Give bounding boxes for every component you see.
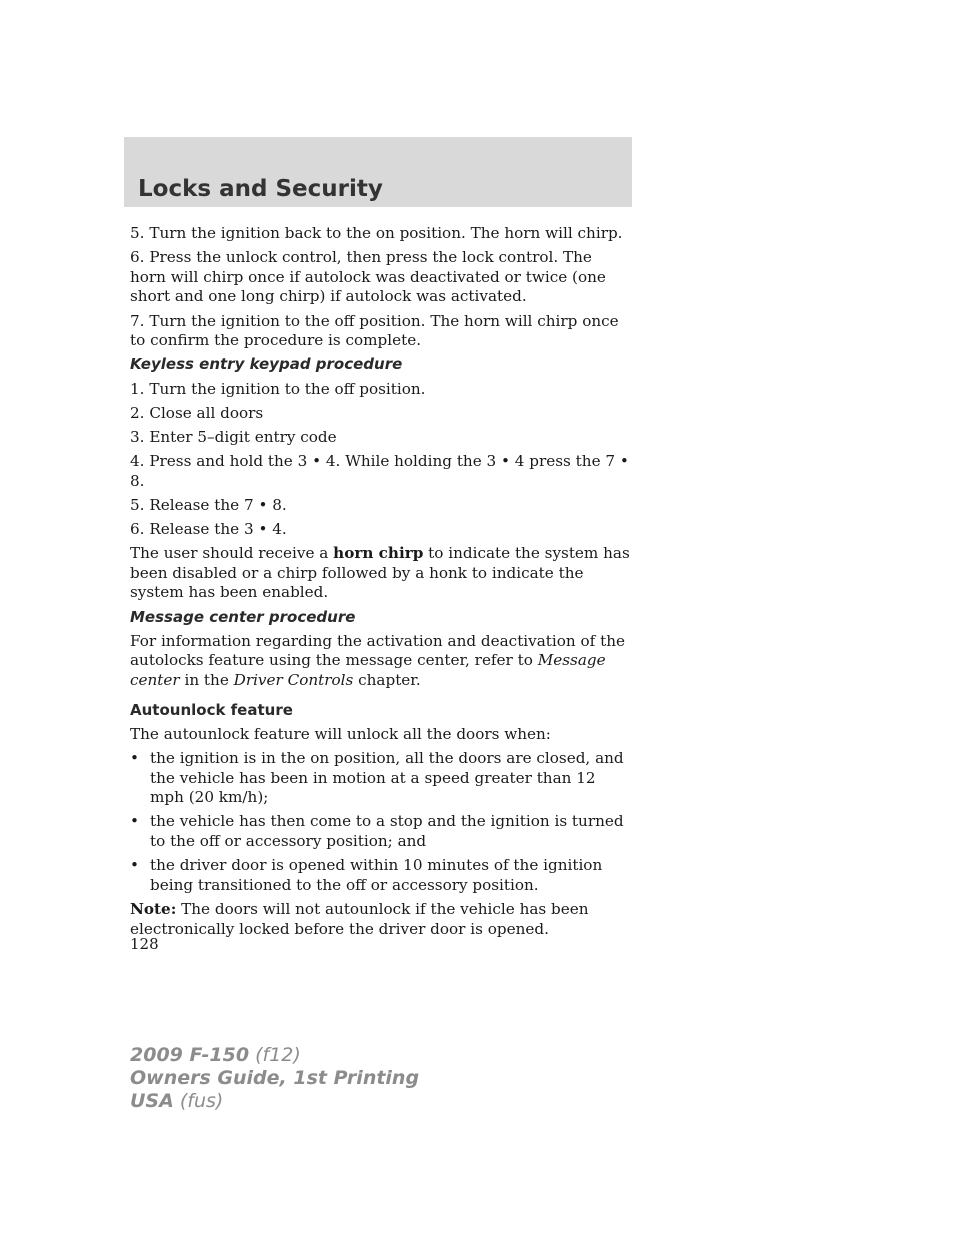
keypad-step-6: 6. Release the 3 • 4. xyxy=(130,520,287,539)
list-item: • the ignition is in the on position, all the doors are closed, and the vehicle has been in motion at a speed greater than 12 mph (20 km/h); xyxy=(130,748,624,807)
horn-chirp-term: horn chirp xyxy=(333,544,424,563)
keypad-step-3: 3. Enter 5–digit entry code xyxy=(130,427,337,446)
list-item: • the vehicle has then come to a stop and the ignition is turned to the off or accessory position; and xyxy=(130,812,624,850)
print-footer xyxy=(130,1044,419,1113)
footer-line-1: 2009 F-150 (f12) xyxy=(130,1044,301,1066)
bullet-icon: • xyxy=(130,812,139,831)
footer-line-3: USA (fus) xyxy=(130,1090,224,1112)
note-paragraph: Note: The doors will not autounlock if the vehicle has been electronically locked before the driver door is opened. xyxy=(130,899,589,938)
footer-line-2: Owners Guide, 1st Printing xyxy=(130,1067,420,1089)
message-center-paragraph: For information regarding the activation and deactivation of the autolocks feature using the message center, refer to Message center in the Driver Controls chapter. xyxy=(130,631,625,689)
list-item: • the driver door is opened within 10 minutes of the ignition being transitioned to the off or accessory position. xyxy=(130,856,603,894)
keypad-step-1: 1. Turn the ignition to the off position. xyxy=(130,379,426,398)
body-text xyxy=(130,224,630,944)
autounlock-heading: Autounlock feature xyxy=(130,700,293,719)
message-center-heading: Message center procedure xyxy=(130,607,356,626)
note-label: Note: xyxy=(130,899,177,918)
bullet-icon: • xyxy=(130,748,139,767)
message-center-reference: Message center xyxy=(130,651,606,689)
keypad-step-5: 5. Release the 7 • 8. xyxy=(130,495,287,514)
section-title: Locks and Security xyxy=(138,176,383,202)
driver-controls-reference: Driver Controls xyxy=(233,671,354,689)
step-7-text: 7. Turn the ignition to the off position. The horn will chirp once to confirm the procedure is complete. xyxy=(130,311,619,350)
bullet-icon: • xyxy=(130,856,139,875)
keypad-step-2: 2. Close all doors xyxy=(130,403,264,422)
autounlock-intro: The autounlock feature will unlock all the doors when: xyxy=(130,724,551,743)
keypad-procedure-heading: Keyless entry keypad procedure xyxy=(130,355,403,374)
keypad-step-4: 4. Press and hold the 3 • 4. While holding the 3 • 4 press the 7 • 8. xyxy=(130,452,629,490)
step-5-text: 5. Turn the ignition back to the on position. The horn will chirp. xyxy=(130,224,623,242)
step-6-text: 6. Press the unlock control, then press the lock control. The horn will chirp once if autolock was deactivated or twice (one short and one long chirp) if autolock was activated. xyxy=(130,248,606,306)
user-feedback-paragraph: The user should receive a horn chirp to indicate the system has been disabled or a chirp followed by a honk to indicate the system has been enabled. xyxy=(130,544,630,602)
page-number: 128 xyxy=(130,935,159,953)
